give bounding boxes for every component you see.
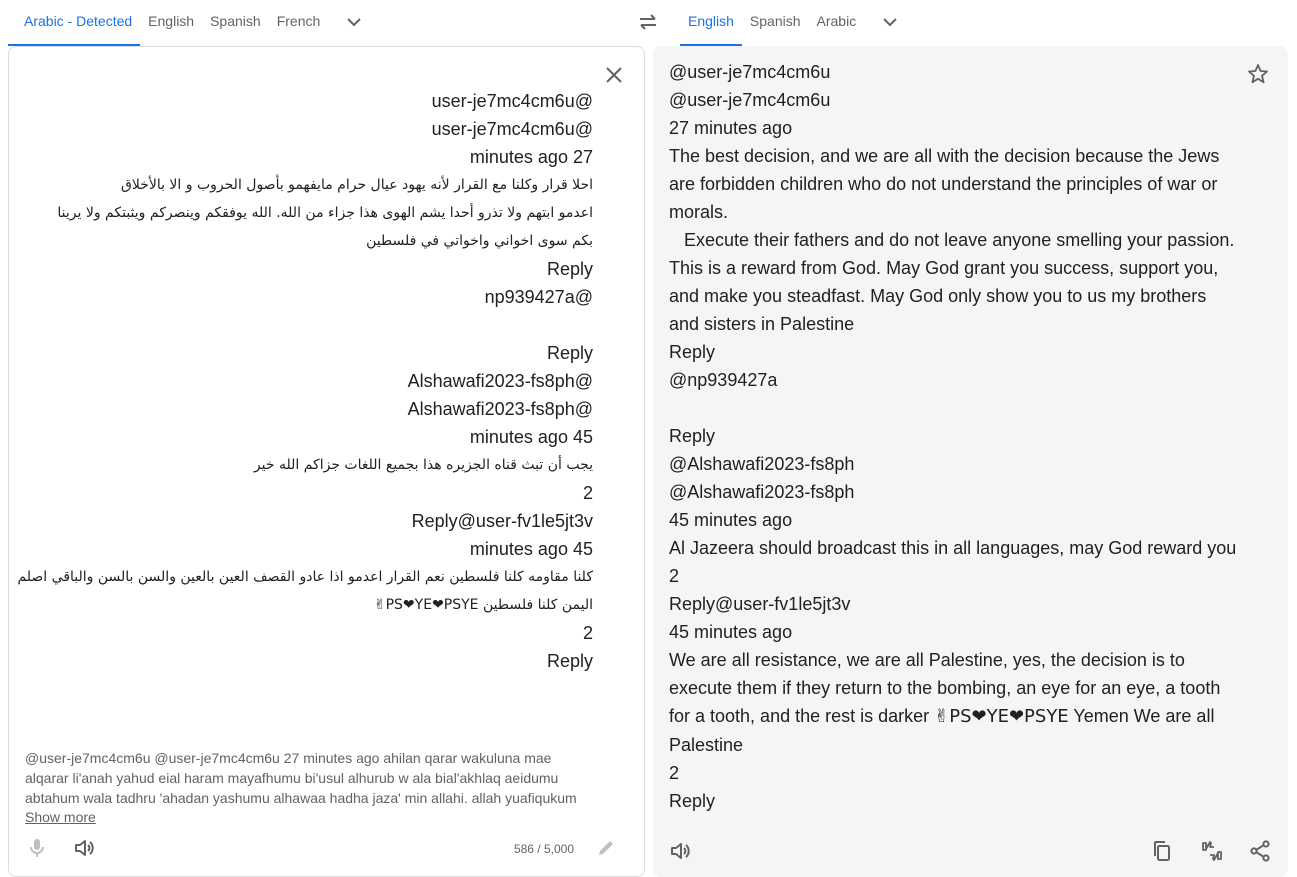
translation-emoji-suffix: Yemen We are all [1068, 706, 1215, 726]
chevron-down-icon[interactable] [870, 2, 910, 42]
share-icon[interactable] [1248, 839, 1272, 863]
source-line: @Alshawafi2023-fs8ph [407, 399, 593, 419]
translation-line: @user-je7mc4cm6u [669, 62, 831, 82]
translation-emoji-prefix: for a tooth, and the rest is darker [669, 706, 935, 726]
source-line: 27 minutes ago [469, 147, 593, 167]
feedback-icon[interactable] [1200, 839, 1224, 863]
mic-icon[interactable] [25, 836, 49, 860]
translation-line: The best decision, and we are all with the decision because the Jews [669, 146, 1220, 166]
source-line: احلا قرار وكلنا مع القرار لأنه يهود عيال حرام مايفهمو بأصول الحروب و الا بالأخلاق [120, 177, 593, 193]
source-line: بكم سوى اخواني واخواتي في فلسطين [366, 233, 593, 249]
character-counter: 586 / 5,000 [513, 842, 574, 856]
translation-line: Reply [669, 791, 716, 811]
translation-line: execute them if they return to the bombing, an eye for an eye, a tooth [669, 678, 1221, 698]
translation-line: and sisters in Palestine [669, 314, 855, 334]
source-line: 2 [582, 623, 593, 643]
transliteration-text: @user-je7mc4cm6u @user-je7mc4cm6u 27 minutes ago ahilan qarar wakuluna mae alqarar li'anah yahud eial haram mayafhumu bi'usul alhurub w ala bial'akhlaq aeidumu abtahum wala tadhru 'ahadan yashumu alhawaa hadha jaza' min allahi. allah yuafiqukum [25, 750, 577, 806]
source-text-panel[interactable] [8, 46, 645, 877]
speaker-icon[interactable] [669, 839, 693, 863]
source-line: Reply@user-fv1le5jt3v [411, 511, 593, 531]
source-line: اعدمو ابتهم ولا تذرو أحدا يشم الهوى هذا جزاء من الله. الله يوفقكم وينصركم ويثبتكم ولا يرينا [57, 205, 593, 221]
close-icon[interactable] [602, 63, 626, 87]
translation-line: We are all resistance, we are all Palestine, yes, the decision is to [669, 650, 1185, 670]
translation-line: @Alshawafi2023-fs8ph [669, 454, 855, 474]
copy-icon[interactable] [1150, 839, 1174, 863]
translation-line: Execute their fathers and do not leave anyone smelling your passion. [669, 230, 1235, 250]
tab-arabic-detected[interactable]: Arabic - Detected [8, 0, 140, 46]
star-icon[interactable] [1246, 62, 1270, 86]
chevron-down-icon[interactable] [334, 2, 374, 42]
source-line [25, 311, 593, 339]
source-arabic-fragment: اليمن كلنا فلسطين [482, 597, 593, 613]
translation-line: are forbidden children who do not understand the principles of war or [669, 174, 1218, 194]
tab-english[interactable]: English [148, 13, 195, 29]
tab-target-english[interactable]: English [680, 0, 742, 46]
source-footer [9, 824, 644, 876]
translation-line: Reply@user-fv1le5jt3v [669, 594, 851, 614]
translation-line: Palestine [669, 735, 744, 755]
translation-line: 45 minutes ago [669, 510, 793, 530]
translation-line: 2 [669, 763, 680, 783]
tab-target-spanish[interactable]: Spanish [749, 13, 801, 29]
translation-line: 2 [669, 566, 680, 586]
tab-french[interactable]: French [276, 13, 321, 29]
source-line: @np939427a [484, 287, 593, 307]
translation-line: This is a reward from God. May God grant you success, support you, [669, 258, 1219, 278]
source-text[interactable] [17, 87, 593, 675]
source-line: @user-je7mc4cm6u [431, 91, 593, 111]
translation-line [669, 702, 1239, 731]
show-more-link[interactable]: Show more [25, 809, 96, 825]
tab-target-arabic[interactable]: Arabic [816, 13, 857, 29]
source-line: كلنا مقاومه كلنا فلسطين نعم القرار اعدمو اذا عادو القصف العين بالعين والسن بالسن والباقي اصلم [17, 569, 593, 585]
translation-line: 27 minutes ago [669, 118, 793, 138]
translation-emoji-fragment: ✌PS❤YE❤PSYE [934, 706, 1069, 727]
translation-panel [653, 46, 1288, 877]
source-line: 45 minutes ago [469, 539, 593, 559]
source-line: 45 minutes ago [469, 427, 593, 447]
translation-line: @np939427a [669, 370, 778, 390]
translation-text [669, 58, 1239, 815]
speaker-icon[interactable] [73, 836, 97, 860]
translation-line: and make you steadfast. May God only show you to us my brothers [669, 286, 1207, 306]
source-language-tabs [8, 0, 374, 46]
translation-line: @Alshawafi2023-fs8ph [669, 482, 855, 502]
translation-line: Reply [669, 342, 716, 362]
source-line: 2 [582, 483, 593, 503]
source-line: يجب أن تبث قناه الجزيره هذا بجميع اللغات جزاكم الله خير [253, 457, 593, 473]
source-line: @Alshawafi2023-fs8ph [407, 371, 593, 391]
translation-line: Reply [669, 426, 716, 446]
source-line: Reply [546, 259, 593, 279]
source-line: Reply [546, 343, 593, 363]
source-emoji-fragment: ✌PS❤YE❤PSYE [373, 597, 479, 613]
source-line: Reply [546, 651, 593, 671]
source-line: @user-je7mc4cm6u [431, 119, 593, 139]
source-line [25, 591, 593, 619]
pencil-icon[interactable] [596, 838, 616, 858]
translation-line: Al Jazeera should broadcast this in all languages, may God reward you [669, 538, 1237, 558]
translation-footer [653, 825, 1288, 877]
translation-line: @user-je7mc4cm6u [669, 90, 831, 110]
swap-icon[interactable] [628, 2, 668, 42]
tab-spanish[interactable]: Spanish [210, 13, 261, 29]
translation-line: morals. [669, 202, 729, 222]
translation-line [669, 394, 1239, 422]
target-language-tabs [680, 0, 910, 46]
translation-line: 45 minutes ago [669, 622, 793, 642]
